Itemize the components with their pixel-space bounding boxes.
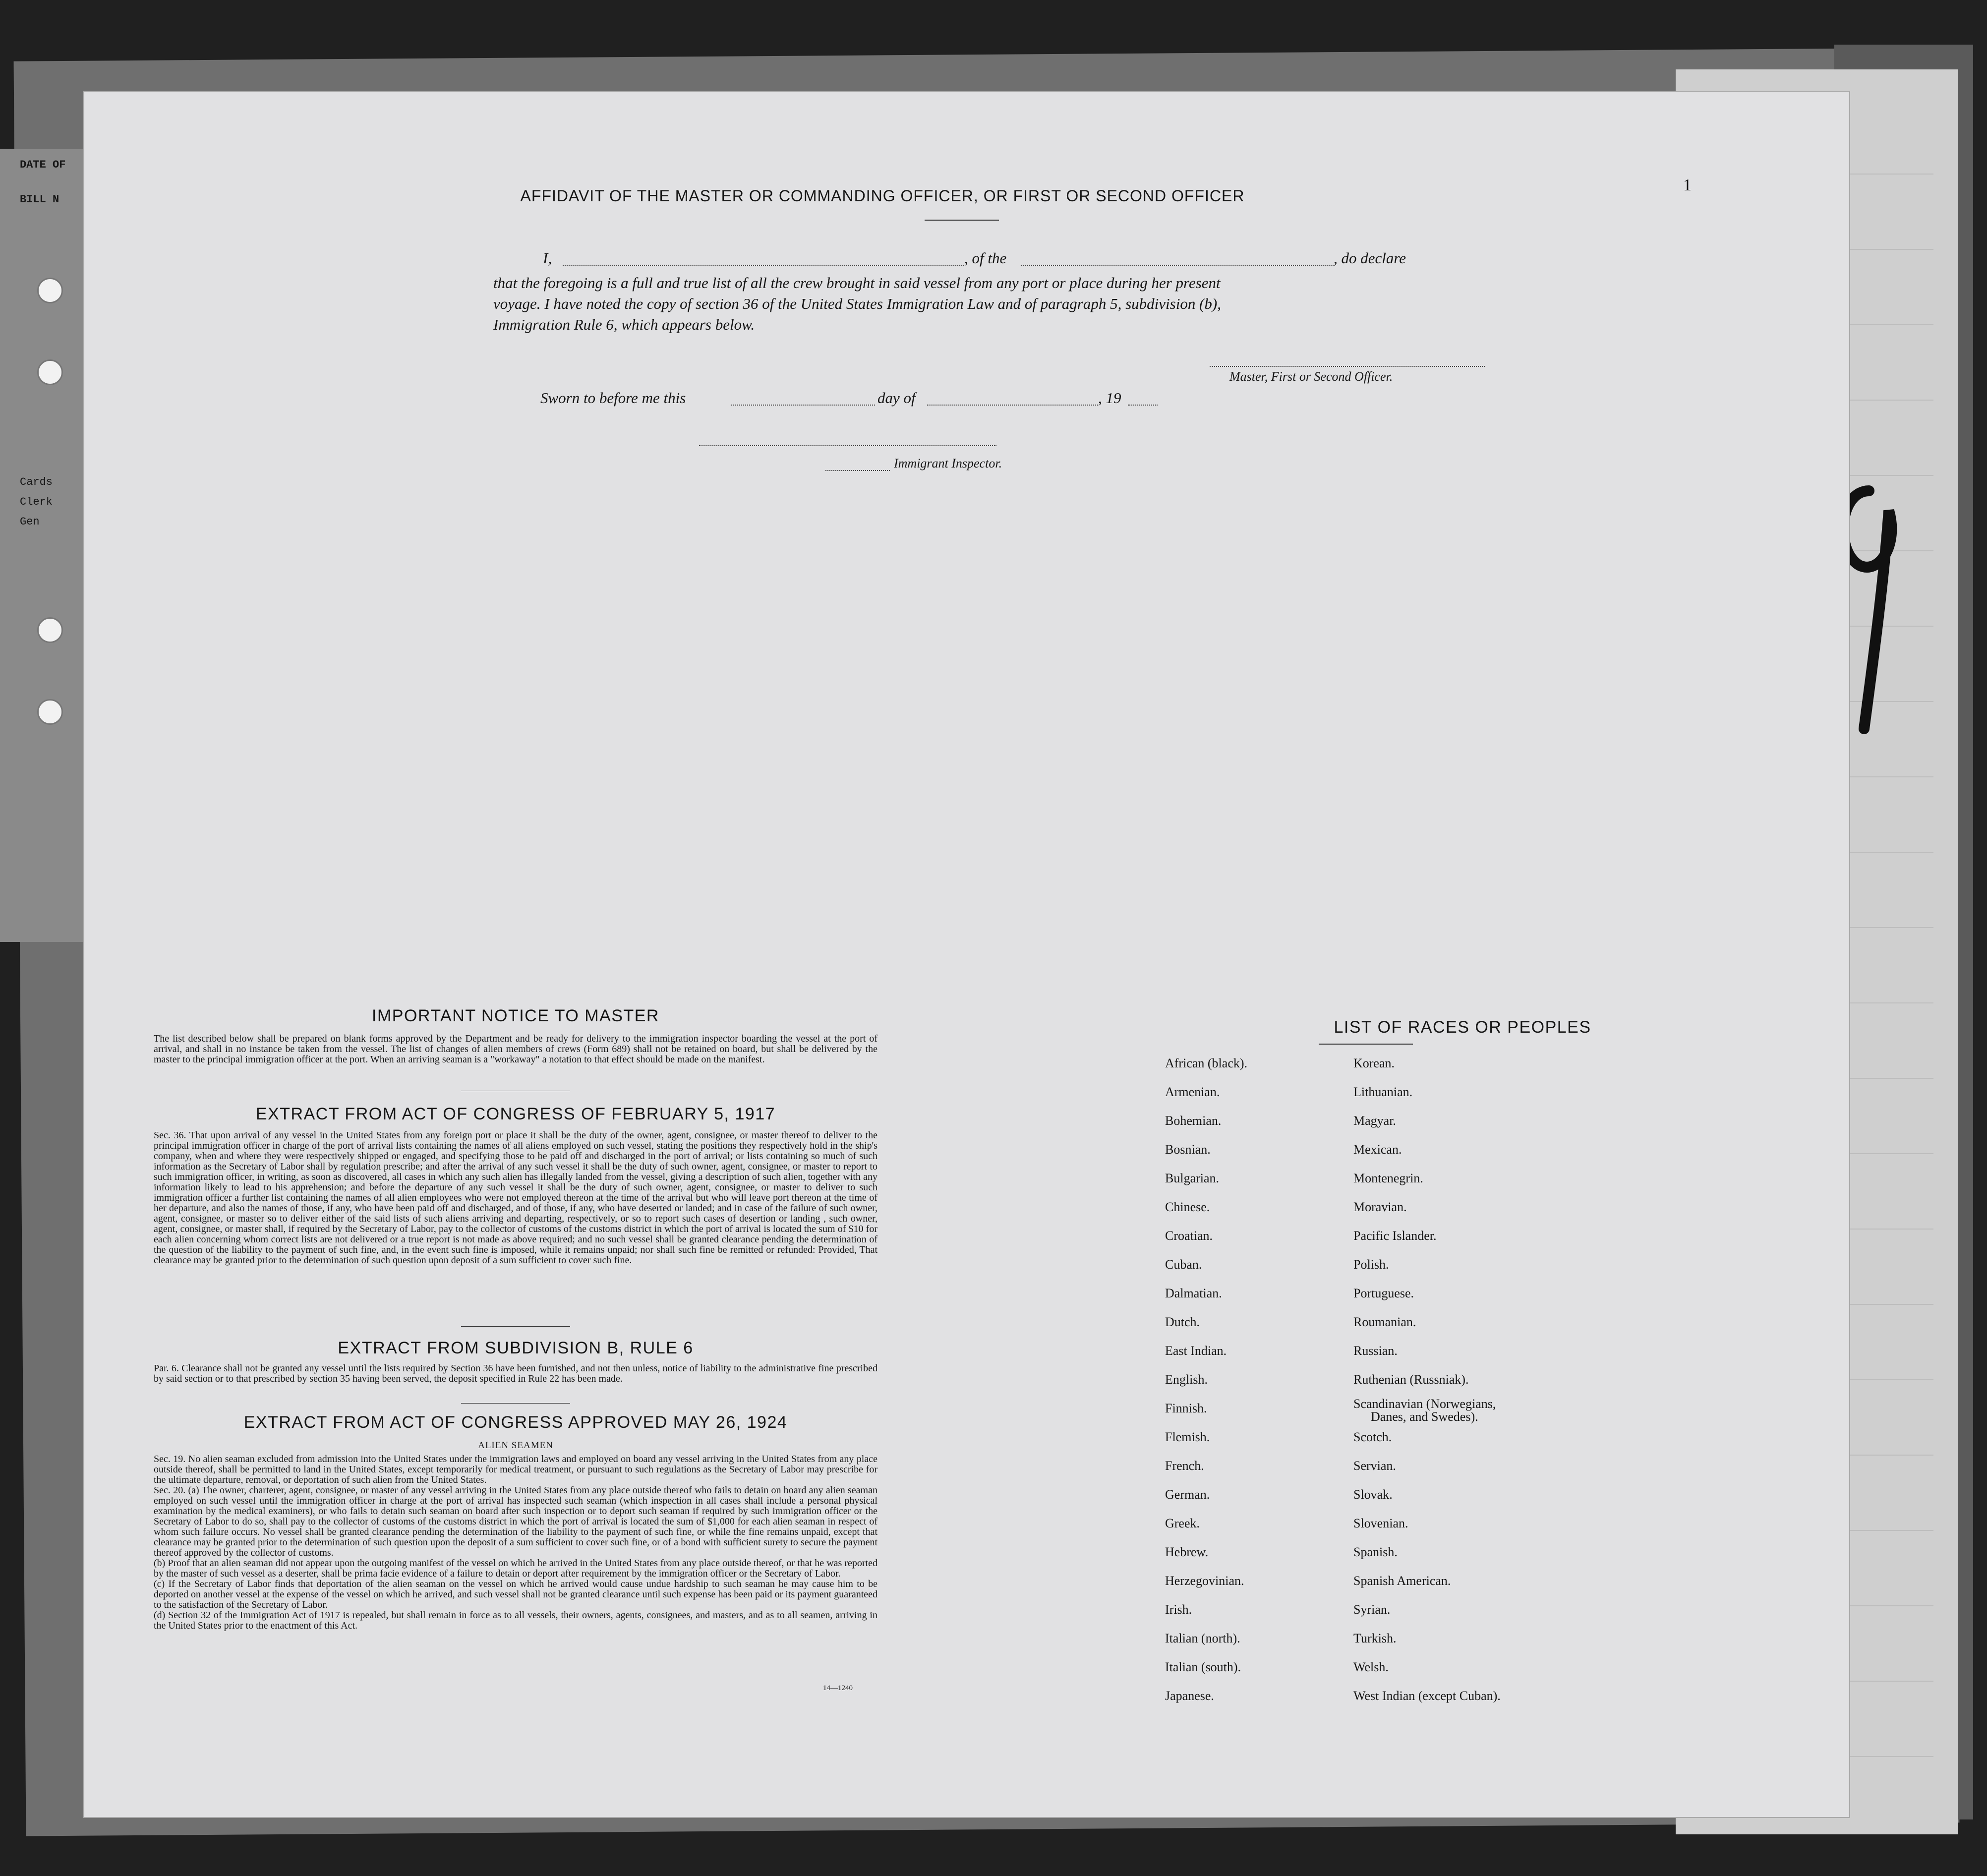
race-right: Magyar. bbox=[1353, 1114, 1396, 1128]
extract-1924-body bbox=[154, 1454, 877, 1631]
race-left: Armenian. bbox=[1165, 1085, 1220, 1099]
races-title: LIST OF RACES OR PEOPLES bbox=[1334, 1018, 1591, 1037]
left-fragment: BILL N bbox=[20, 193, 59, 206]
affidavit-line-3: voyage. I have noted the copy of section 36 of the United States Immigration Law and of paragraph 5, subdivision (b), bbox=[493, 295, 1221, 312]
race-left: Bulgarian. bbox=[1165, 1171, 1220, 1185]
sworn-label: Sworn to before me this bbox=[540, 389, 686, 407]
sec-20a-text: Sec. 20. (a) The owner, charterer, agent, consignee, or master of any vessel arriving in the United States from any place outside thereof who fails to detain on board any alien seaman employed on such vessel until the immigration officer in charge at the port of arrival has inspected such seaman (which inspection in all cases shall include a personal physical examination by the medical examiners), or who fails to detain such seaman on board after such inspection or to deport such seaman if required by such immigration officer or the Secretary of Labor to do so, shall pay to the collector of customs of the customs district in which the port of arrival is located the sum of $1,000 for each alien seaman in respect of whom such failure occurs. No vessel shall be granted clearance pending the determination of the liability to the payment of such fine, or while the fine remains unpaid, except that clearance may be granted prior to the determination of such question upon the deposit of a sum sufficient to cover such fine, or of a bond with sufficient surety to secure the payment thereof approved by the collector of customs. bbox=[154, 1485, 877, 1558]
inspector-prefix-field[interactable] bbox=[825, 469, 890, 471]
race-left: Irish. bbox=[1165, 1602, 1192, 1617]
race-right: Korean. bbox=[1353, 1056, 1395, 1070]
race-left: Italian (north). bbox=[1165, 1631, 1240, 1645]
declare-label: , do declare bbox=[1334, 249, 1406, 267]
race-left: Japanese. bbox=[1165, 1689, 1214, 1703]
inspector-label: Immigrant Inspector. bbox=[894, 456, 1002, 470]
affidavit-line-1 bbox=[543, 249, 1534, 269]
race-right: Slovenian. bbox=[1353, 1516, 1408, 1530]
race-left: Flemish. bbox=[1165, 1430, 1210, 1444]
race-right: Spanish American. bbox=[1353, 1574, 1451, 1588]
race-left: Hebrew. bbox=[1165, 1545, 1209, 1559]
sec-19-text: Sec. 19. No alien seaman excluded from admission into the United States under the immigration laws and employed on board any vessel arriving in the United States from any place outside thereof, shall be permitted to land in the United States, except temporarily for medical treatment, or pursuant to such regulations as the Secretary of Labor may prescribe for the ultimate departure, removal, or deportation of such alien from the United States. bbox=[154, 1454, 877, 1485]
notice-body: The list described below shall be prepared on blank forms approved by the Department and be ready for delivery to the immigration inspector boarding the vessel at the port of arrival, and shall in no instance be taken from the vessel. The list of changes of alien members of crews (Form 689) shall not be retained on board, but shall be delivered by the master to the principal immigration officer at the port. When an arriving seaman is a "workaway" a notation to that effect should be made on the manifest. bbox=[154, 1033, 877, 1065]
affidavit-line-2: that the foregoing is a full and true list of all the crew brought in said vessel from any port or place during her present bbox=[493, 274, 1221, 292]
race-right: Moravian. bbox=[1353, 1200, 1407, 1214]
race-right: Roumanian. bbox=[1353, 1315, 1416, 1329]
sec-20b-text: (b) Proof that an alien seaman did not appear upon the outgoing manifest of the vessel on which he arrived in the United States from any place outside thereof, or that he was reported by the master of such vessel as a deserter, shall be prima facie evidence of a failure to detain or deport after requirement by the immigration officer or the Secretary of Labor. bbox=[154, 1558, 877, 1579]
race-left: French. bbox=[1165, 1459, 1204, 1473]
race-right: Spanish. bbox=[1353, 1545, 1398, 1559]
section-rule bbox=[461, 1403, 570, 1404]
race-right: West Indian (except Cuban). bbox=[1353, 1689, 1501, 1703]
races-title-rule bbox=[1319, 1044, 1413, 1045]
race-left: African (black). bbox=[1165, 1056, 1248, 1070]
race-right: Turkish. bbox=[1353, 1631, 1397, 1645]
form-page bbox=[84, 92, 1849, 1817]
race-left: East Indian. bbox=[1165, 1344, 1227, 1358]
punch-hole bbox=[37, 617, 63, 643]
left-fragment: Clerk bbox=[20, 496, 53, 508]
race-left: English. bbox=[1165, 1372, 1208, 1387]
race-right: Slovak. bbox=[1353, 1487, 1393, 1502]
race-left: Dalmatian. bbox=[1165, 1286, 1222, 1300]
race-right: Russian. bbox=[1353, 1344, 1398, 1358]
race-right: Pacific Islander. bbox=[1353, 1229, 1437, 1243]
notice-title: IMPORTANT NOTICE TO MASTER bbox=[372, 1006, 659, 1025]
race-left: Dutch. bbox=[1165, 1315, 1200, 1329]
race-right: Mexican. bbox=[1353, 1142, 1402, 1157]
race-right: Scandinavian (Norwegians, bbox=[1353, 1397, 1496, 1411]
race-right: Welsh. bbox=[1353, 1660, 1389, 1674]
sworn-date-field[interactable] bbox=[731, 404, 875, 406]
master-signature-label: Master, First or Second Officer. bbox=[1229, 369, 1393, 384]
race-left: Greek. bbox=[1165, 1516, 1200, 1530]
sec-20d-text: (d) Section 32 of the Immigration Act of 1917 is repealed, but shall remain in force as to all vessels, their owners, agents, consignees, and masters, and as to all seamen, arriving in the United States prior to the enactment of this Act. bbox=[154, 1610, 877, 1631]
of-the-label: , of the bbox=[964, 249, 1007, 267]
form-number: 14—1240 bbox=[823, 1684, 853, 1692]
page-number: 1 bbox=[1683, 176, 1692, 194]
left-fragment: Gen bbox=[20, 516, 40, 528]
rule-6-body: Par. 6. Clearance shall not be granted any vessel until the lists required by Section 36 have been furnished, and not then unless, notice of liability to the administrative fine prescribed by said section or to that prescribed by section 35 having been served, the deposit specified in Rule 22 has been made. bbox=[154, 1363, 877, 1384]
race-right: Montenegrin. bbox=[1353, 1171, 1423, 1185]
race-right: Lithuanian. bbox=[1353, 1085, 1413, 1099]
race-right: Syrian. bbox=[1353, 1602, 1391, 1617]
section-rule bbox=[461, 1326, 570, 1327]
title-rule bbox=[925, 220, 999, 221]
day-of-label: day of bbox=[877, 389, 916, 407]
extract-1917-title: EXTRACT FROM ACT OF CONGRESS OF FEBRUARY 5, 1917 bbox=[255, 1105, 776, 1123]
extract-1924-subtitle: ALIEN SEAMEN bbox=[478, 1440, 553, 1451]
extract-1917-body: Sec. 36. That upon arrival of any vessel in the United States from any foreign port or place it shall be the duty of the owner, agent, consignee, or master thereof to deliver to the principal immigration officer in charge of the port of arrival lists containing the names of all aliens employed on such vessel, stating the positions they respectively hold in the ship's company, when and where they were respectively shipped or engaged, and specifying those to be paid off and discharged in the port of arrival; or lists containing so much of such information as the Secretary of Labor shall by regulation prescribe; and after the arrival of any such vessel it shall be the duty of such owner, agent, consignee, or master to report to such immigration officer, in writing, as soon as discovered, all cases in which any such alien has illegally landed from the vessel, giving a description of such alien, together with any information likely to lead to his apprehension; and before the departure of any such vessel it shall be the duty of such owner, agent, consignee, or master to deliver to such immigration officer a further list containing the names of all alien employees who were not employed thereon at the time of the arrival but who will leave port thereon at the time of her departure, and also the names of those, if any, who have been paid off and discharged, and of those, if any, who have deserted or landed; and in case of the failure of such owner, agent, consignee, or master so to deliver either of the said lists of such aliens arriving and departing, respectively, or so to report such cases of desertion or landing , such owner, agent, consignee, or master shall, if required by the Secretary of Labor, pay to the collector of customs of the customs district in which the port of arrival is located the sum of $10 for each alien concerning whom correct lists are not delivered or a true report is not made as above required; and no such vessel shall be granted clearance pending the determination of the question of the liability to the payment of such fine, and, in the event such fine is imposed, while it remains unpaid; nor shall such fine be remitted or refunded: Provided, That clearance may be granted prior to the determination of such question upon deposit of a sum sufficient to cover such fine. bbox=[154, 1130, 877, 1266]
race-left: Herzegovinian. bbox=[1165, 1574, 1244, 1588]
race-right: Scotch. bbox=[1353, 1430, 1392, 1444]
race-right-continued: Danes, and Swedes). bbox=[1371, 1409, 1478, 1424]
left-fragment: DATE OF bbox=[20, 159, 66, 171]
race-right: Polish. bbox=[1353, 1257, 1389, 1272]
sec-20c-text: (c) If the Secretary of Labor finds that deportation of the alien seaman on the vessel on which he arrived would cause undue hardship to such seaman he may cause him to be deported on another vessel at the expense of the vessel on which he arrived, and such vessel shall not be granted clearance until such expense has been paid or its payment guaranteed to the satisfaction of the Secretary of Labor. bbox=[154, 1579, 877, 1610]
race-left: German. bbox=[1165, 1487, 1210, 1502]
race-left: Bosnian. bbox=[1165, 1142, 1211, 1157]
declarant-name-field[interactable] bbox=[563, 264, 964, 266]
race-left: Finnish. bbox=[1165, 1401, 1207, 1415]
race-left: Croatian. bbox=[1165, 1229, 1213, 1243]
left-fragment: Cards bbox=[20, 476, 53, 488]
race-right: Servian. bbox=[1353, 1459, 1396, 1473]
punch-hole bbox=[37, 278, 63, 303]
affidavit-title: AFFIDAVIT OF THE MASTER OR COMMANDING OFFICER, OR FIRST OR SECOND OFFICER bbox=[520, 187, 1245, 205]
rule-6-title: EXTRACT FROM SUBDIVISION B, RULE 6 bbox=[338, 1339, 694, 1357]
race-right: Ruthenian (Russniak). bbox=[1353, 1372, 1469, 1387]
extract-1924-title: EXTRACT FROM ACT OF CONGRESS APPROVED MAY 26, 1924 bbox=[243, 1413, 788, 1432]
race-left: Bohemian. bbox=[1165, 1114, 1222, 1128]
race-left: Chinese. bbox=[1165, 1200, 1210, 1214]
race-left: Italian (south). bbox=[1165, 1660, 1241, 1674]
punch-hole bbox=[37, 699, 63, 725]
sworn-month-field[interactable] bbox=[927, 404, 1098, 406]
inspector-signature-field[interactable] bbox=[699, 445, 996, 446]
sworn-line bbox=[540, 389, 1284, 409]
year-label: , 19 bbox=[1098, 389, 1121, 407]
master-signature-field[interactable] bbox=[1210, 365, 1485, 367]
race-left: Cuban. bbox=[1165, 1257, 1202, 1272]
sworn-year-field[interactable] bbox=[1128, 404, 1158, 406]
punch-hole bbox=[37, 359, 63, 385]
affidavit-line-4: Immigration Rule 6, which appears below. bbox=[493, 316, 755, 333]
race-right: Portuguese. bbox=[1353, 1286, 1414, 1300]
vessel-name-field[interactable] bbox=[1021, 264, 1334, 266]
declarant-prefix: I, bbox=[543, 249, 552, 267]
